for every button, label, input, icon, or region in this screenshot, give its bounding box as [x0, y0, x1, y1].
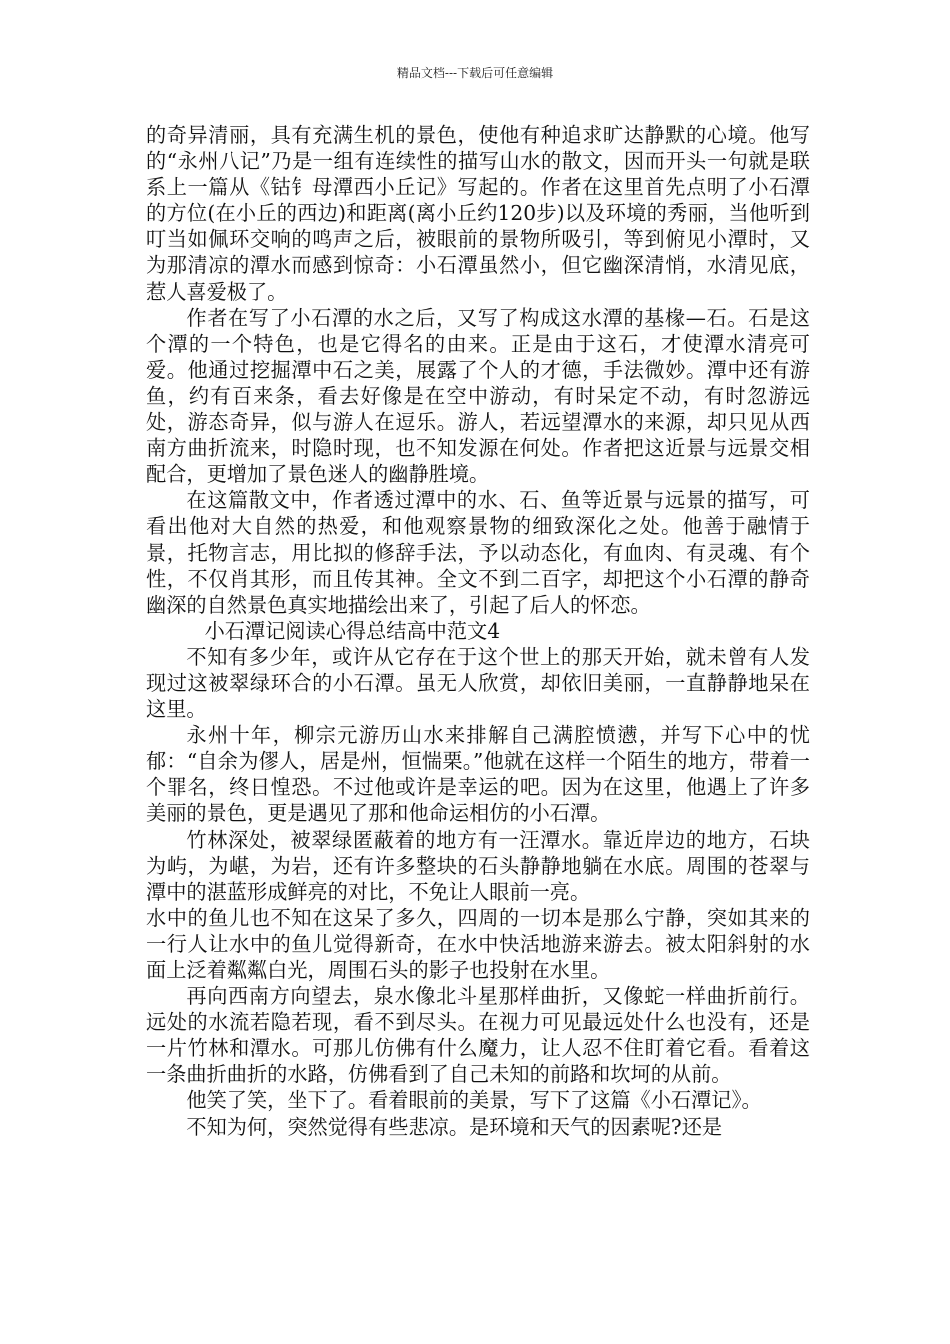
- paragraph-6: 竹林深处，被翠绿匿蔽着的地方有一汪潭水。靠近岸边的地方，石块为屿，为嵁，为岩，还有许多整块的石头静静地躺在水底。周围的苍翠与潭中的湛蓝形成鲜亮的对比，不免让人眼前一亮。: [146, 827, 810, 904]
- paragraph-9: 他笑了笑，坐下了。看着眼前的美景，写下了这篇《小石潭记》。: [186, 1088, 762, 1113]
- section-heading: 小石潭记阅读心得总结高中范文4: [204, 618, 501, 643]
- paragraph-10: 不知为何，突然觉得有些悲凉。是环境和天气的因素呢?还是: [186, 1114, 723, 1139]
- paragraph-1: 的奇异清丽，具有充满生机的景色，使他有种追求旷达静默的心境。他写的“永州八记”乃是一组有连续性的描写山水的散文，因而开头一句就是联系上一篇从《钴钅母潭西小丘记》写起的。作者在这里首先点明了小石潭的方位(在小丘的西边)和距离(离小丘约120步)以及环境的秀丽，当他听到叮当如佩环交响的鸣声之后，被眼前的景物所吸引，等到俯见小潭时，又为那清凉的潭水而感到惊奇：小石潭虽然小，但它幽深清悄，水清见底，惹人喜爱极了。: [146, 123, 810, 304]
- page-header: 精品文档---下载后可任意编辑: [396, 66, 554, 80]
- document-body: [146, 122, 810, 1140]
- paragraph-5: 永州十年，柳宗元游历山水来排解自己满腔愤懑，并写下心中的忧郁：“自余为僇人，居是州，恒惴栗。”他就在这样一个陌生的地方，带着一个罪名，终日惶恐。不过他或许是幸运的吧。因为在这里，他遇上了许多美丽的景色，更是遇见了那和他命运相仿的小石潭。: [146, 723, 810, 826]
- paragraph-8: 再向西南方向望去，泉水像北斗星那样曲折，又像蛇一样曲折前行。远处的水流若隐若现，看不到尽头。在视力可见最远处什么也没有，还是一片竹林和潭水。可那儿仿佛有什么魔力，让人忍不住盯着它看。看着这一条曲折曲折的水路，仿佛看到了自己未知的前路和坎坷的从前。: [146, 984, 810, 1087]
- paragraph-3: 在这篇散文中，作者透过潭中的水、石、鱼等近景与远景的描写，可看出他对大自然的热爱，和他观察景物的细致深化之处。他善于融情于景，托物言志，用比拟的修辞手法，予以动态化，有血肉、有灵魂、有个性，不仅肖其形，而且传其神。全文不到二百字，却把这个小石潭的静奇幽深的自然景色真实地描绘出来了，引起了后人的怀恋。: [146, 488, 810, 617]
- paragraph-2: 作者在写了小石潭的水之后，又写了构成这水潭的基椽—石。石是这个潭的一个特色，也是它得名的由来。正是由于这石，才使潭水清亮可爱。他通过挖掘潭中石之美，展露了个人的才德，手法微妙。潭中还有游鱼，约有百来条，看去好像是在空中游动，有时呆定不动，有时忽游远处，游态奇异，似与游人在逗乐。游人，若远望潭水的来源，却只见从西南方曲折流来，时隐时现，也不知发源在何处。作者把这近景与远景交相配合，更增加了景色迷人的幽静胜境。: [146, 305, 810, 487]
- paragraph-7: 水中的鱼儿也不知在这呆了多久，四周的一切本是那么宁静，突如其来的一行人让水中的鱼儿觉得新奇，在水中快活地游来游去。被太阳斜射的水面上泛着粼粼白光，周围石头的影子也投射在水里。: [146, 905, 810, 982]
- paragraph-4: 不知有多少年，或许从它存在于这个世上的那天开始，就未曾有人发现过这被翠绿环合的小石潭。虽无人欣赏，却依旧美丽，一直静静地呆在这里。: [146, 644, 810, 722]
